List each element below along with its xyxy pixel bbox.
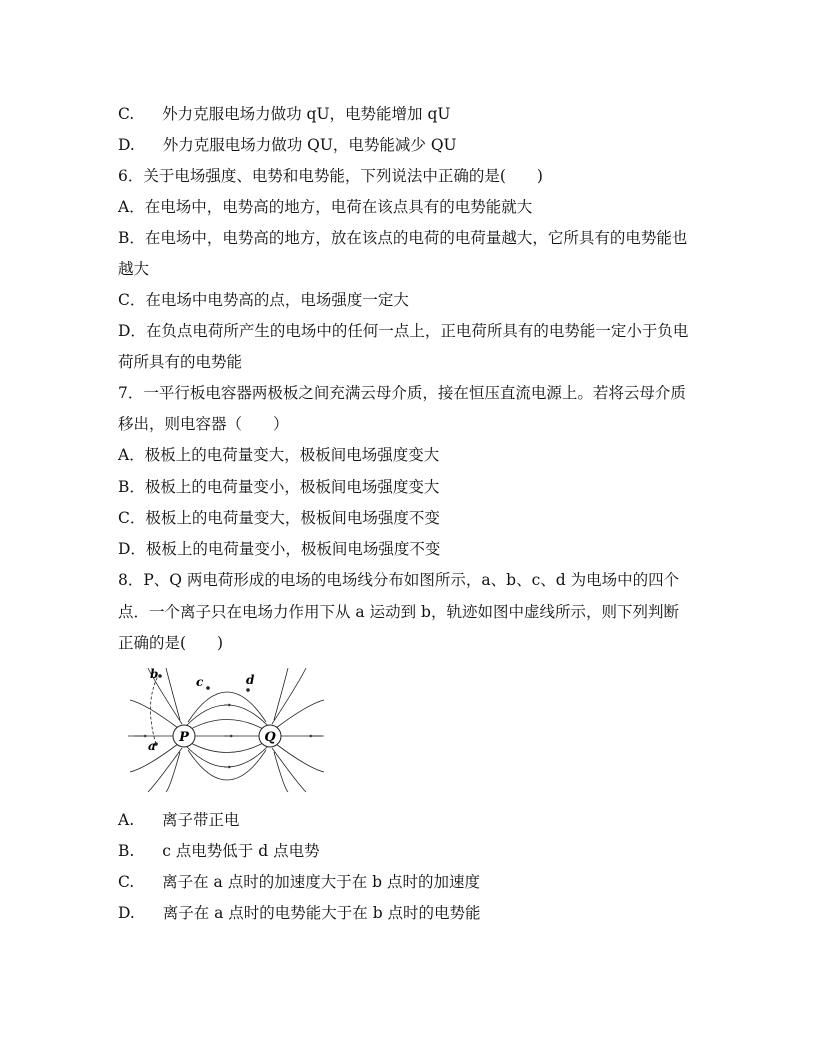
q8-option-d [118, 903, 481, 923]
q8-stem-line-3: 正确的是( ) [118, 634, 224, 652]
q6-option-d-continued: 荷所具有的电势能 [118, 353, 243, 371]
point-b [158, 674, 162, 678]
q7-stem-line-2: 移出，则电容器（ ） [118, 415, 289, 433]
q8-option-a [118, 810, 240, 830]
option-text: 外力克服电场力做功 QU，电势能减少 QU [162, 136, 457, 154]
label-c: c [196, 675, 204, 689]
point-d [246, 688, 250, 692]
option-label: D. [118, 136, 135, 154]
label-b: b [150, 667, 159, 681]
option-label: B. [118, 842, 135, 860]
option-text: 离子在 a 点时的电势能大于在 b 点时的电势能 [162, 904, 481, 922]
q8-stem-line-2: 点．一个离子只在电场力作用下从 a 运动到 b，轨迹如图中虚线所示，则下列判断 [118, 603, 679, 621]
option-label: A. [118, 811, 135, 829]
option-text: 离子在 a 点时的加速度大于在 b 点时的加速度 [162, 873, 480, 891]
option-label: C. [118, 105, 135, 123]
option-text: 外力克服电场力做功 qU，电势能增加 qU [162, 105, 451, 123]
electric-field-figure [126, 664, 326, 794]
q7-stem-line-1: 7．一平行板电容器两极板之间充满云母介质，接在恒压直流电源上。若将云母介质 [118, 384, 686, 402]
q8-stem-line-1: 8．P、Q 两电荷形成的电场的电场线分布如图所示，a、b、c、d 为电场中的四个 [118, 571, 680, 589]
label-p: P [179, 730, 189, 745]
label-d: d [246, 673, 255, 687]
q6-option-a: A．在电场中，电势高的地方，电荷在该点具有的电势能就大 [118, 198, 533, 216]
q7-option-c: C．极板上的电荷量变大，极板间电场强度不变 [118, 509, 440, 527]
option-label: D. [118, 904, 135, 922]
q6-option-c: C．在电场中电势高的点，电场强度一定大 [118, 291, 409, 309]
option-text: 离子带正电 [162, 811, 240, 829]
q7-option-b: B．极板上的电荷量变小，极板间电场强度变大 [118, 478, 440, 496]
q7-option-d: D．极板上的电荷量变小，极板间电场强度不变 [118, 540, 441, 558]
q6-option-d: D．在负点电荷所产生的电场中的任何一点上，正电荷所具有的电势能一定小于负电 [118, 322, 689, 340]
q5-option-d [118, 135, 457, 155]
label-q: Q [264, 730, 276, 745]
q7-option-a: A．极板上的电荷量变大，极板间电场强度变大 [118, 446, 440, 464]
q8-option-c [118, 872, 480, 892]
q5-option-c [118, 104, 450, 124]
label-a: a [148, 739, 156, 753]
option-text: c 点电势低于 d 点电势 [162, 842, 320, 860]
q6-option-b-continued: 越大 [118, 260, 150, 278]
option-label: C. [118, 873, 135, 891]
q6-stem: 6．关于电场强度、电势和电势能，下列说法中正确的是( ) [118, 167, 543, 185]
q6-option-b: B．在电场中，电势高的地方，放在该点的电荷的电荷量越大，它所具有的电势能也 [118, 229, 688, 247]
point-c [206, 686, 210, 690]
q8-option-b [118, 841, 320, 861]
field-lines [128, 668, 324, 792]
